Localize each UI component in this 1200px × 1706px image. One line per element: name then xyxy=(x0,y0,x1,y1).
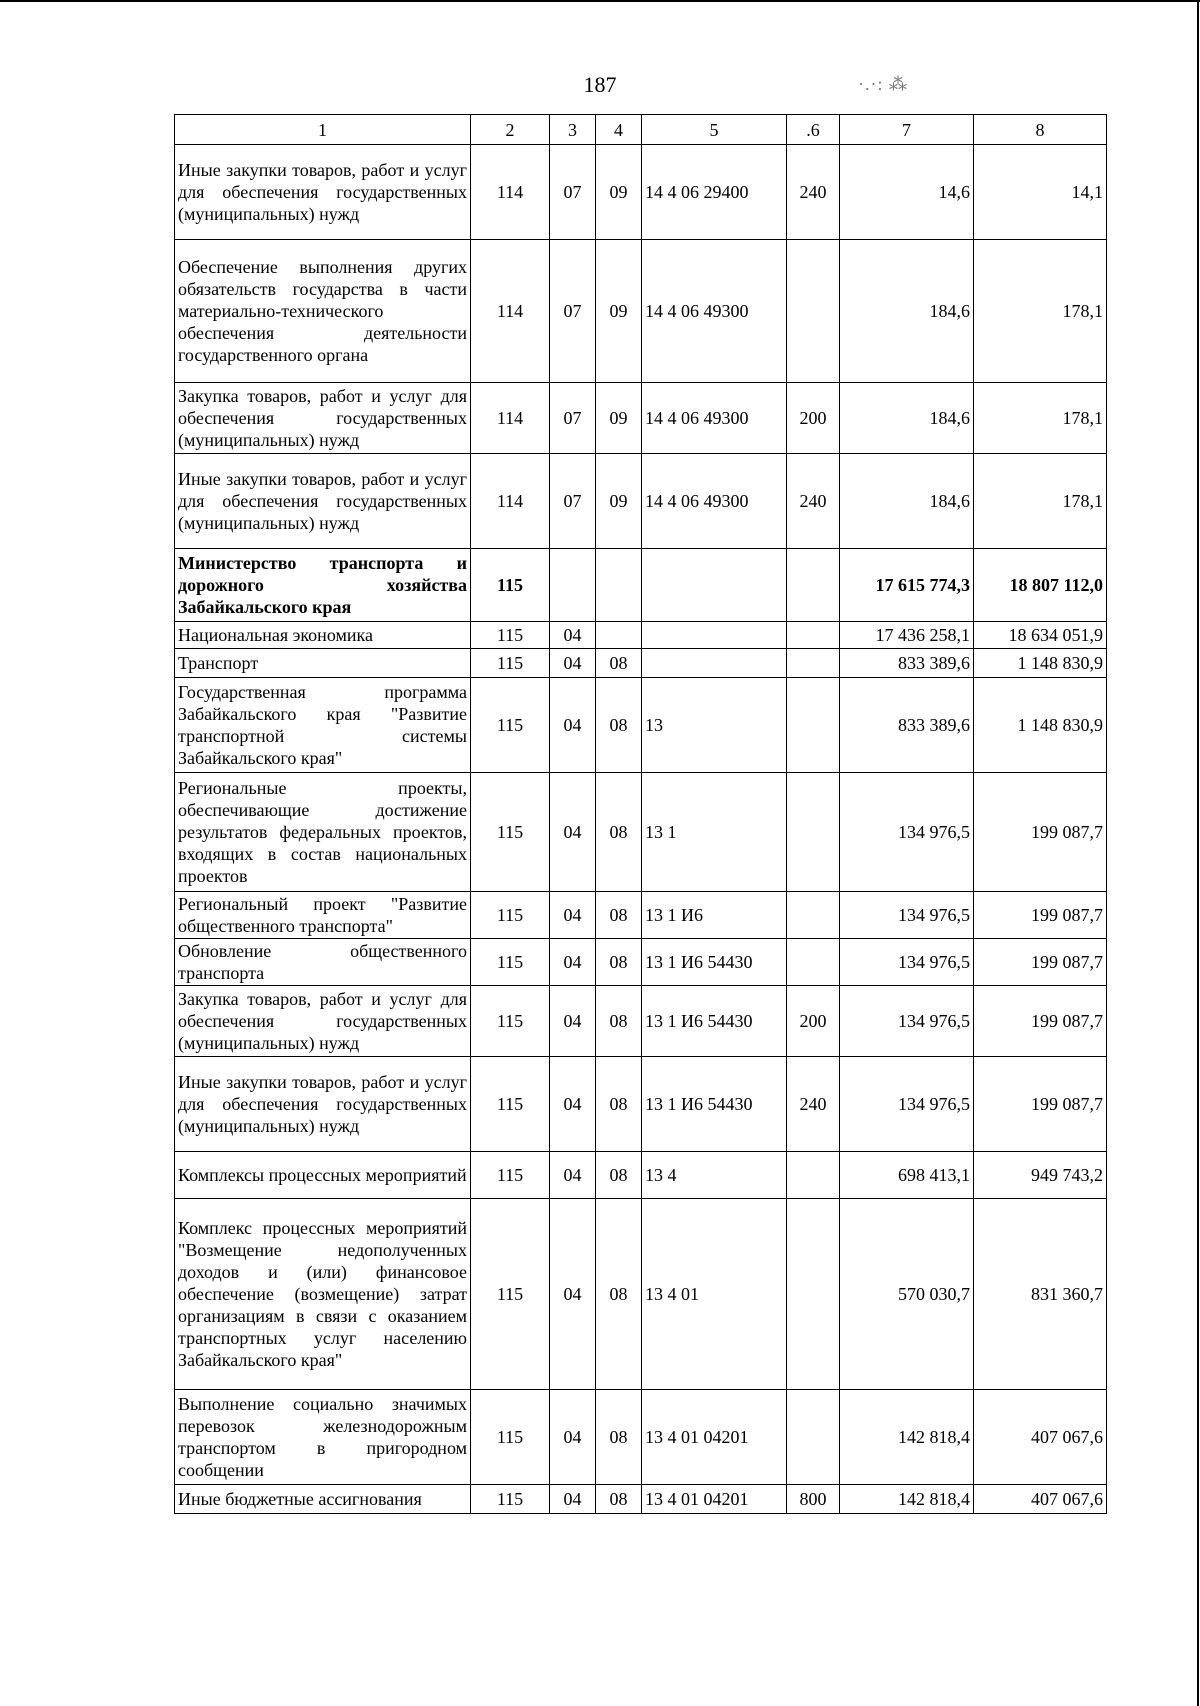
header-cell: 7 xyxy=(840,115,974,145)
subsection-code-cell: 09 xyxy=(596,240,642,383)
subsection-code-cell: 08 xyxy=(596,1057,642,1152)
ministry-code-cell: 115 xyxy=(471,649,550,678)
target-article-cell: 13 4 01 04201 xyxy=(642,1485,787,1514)
table-row xyxy=(175,1152,1107,1199)
amount-year2-cell: 18 807 112,0 xyxy=(974,549,1107,622)
item-name-cell: Обновление общественного транспорта xyxy=(175,939,471,986)
table-row xyxy=(175,649,1107,678)
amount-year1-cell: 698 413,1 xyxy=(840,1152,974,1199)
amount-year1-cell: 17 615 774,3 xyxy=(840,549,974,622)
amount-year2-cell: 407 067,6 xyxy=(974,1390,1107,1485)
ministry-code-cell: 115 xyxy=(471,549,550,622)
table-row xyxy=(175,622,1107,649)
item-name-cell: Иные закупки товаров, работ и услуг для обеспечения государственных (муниципальных) нужд xyxy=(175,145,471,240)
header-cell: 4 xyxy=(596,115,642,145)
header-cell: 8 xyxy=(974,115,1107,145)
section-code-cell: 04 xyxy=(550,1199,596,1390)
amount-year2-cell: 178,1 xyxy=(974,240,1107,383)
item-name-cell: Национальная экономика xyxy=(175,622,471,649)
expense-type-cell: 200 xyxy=(787,986,840,1057)
amount-year2-cell: 407 067,6 xyxy=(974,1485,1107,1514)
expense-type-cell xyxy=(787,773,840,892)
header-cell: 1 xyxy=(175,115,471,145)
expense-type-cell xyxy=(787,939,840,986)
expense-type-cell xyxy=(787,1152,840,1199)
section-code-cell: 04 xyxy=(550,1152,596,1199)
subsection-code-cell: 08 xyxy=(596,1390,642,1485)
target-article-cell xyxy=(642,549,787,622)
expense-type-cell xyxy=(787,649,840,678)
amount-year1-cell: 184,6 xyxy=(840,383,974,454)
table-header-row xyxy=(175,115,1107,145)
item-name-cell: Выполнение социально значимых перевозок железнодорожным транспортом в пригородном сообщении xyxy=(175,1390,471,1485)
subsection-code-cell: 08 xyxy=(596,649,642,678)
page-number: 187 xyxy=(583,72,617,97)
header-cell: .6 xyxy=(787,115,840,145)
section-code-cell: 07 xyxy=(550,454,596,549)
ministry-code-cell: 114 xyxy=(471,454,550,549)
header-cell: 5 xyxy=(642,115,787,145)
ministry-code-cell: 115 xyxy=(471,939,550,986)
target-article-cell: 14 4 06 49300 xyxy=(642,240,787,383)
table-row xyxy=(175,240,1107,383)
amount-year1-cell: 142 818,4 xyxy=(840,1485,974,1514)
item-name-cell: Министерство транспорта и дорожного хозяйства Забайкальского края xyxy=(175,549,471,622)
scan-artifact-stamp: ·.·: ⁂ xyxy=(858,74,908,94)
amount-year1-cell: 833 389,6 xyxy=(840,649,974,678)
section-code-cell: 04 xyxy=(550,678,596,773)
amount-year1-cell: 134 976,5 xyxy=(840,1057,974,1152)
expense-type-cell: 240 xyxy=(787,145,840,240)
target-article-cell: 13 1 И6 54430 xyxy=(642,1057,787,1152)
expense-type-cell: 240 xyxy=(787,1057,840,1152)
expense-type-cell: 200 xyxy=(787,383,840,454)
subsection-code-cell: 09 xyxy=(596,145,642,240)
target-article-cell: 14 4 06 49300 xyxy=(642,454,787,549)
table-row xyxy=(175,1057,1107,1152)
item-name-cell: Закупка товаров, работ и услуг для обеспечения государственных (муниципальных) нужд xyxy=(175,383,471,454)
expense-type-cell xyxy=(787,240,840,383)
section-code-cell: 04 xyxy=(550,986,596,1057)
table-row xyxy=(175,1485,1107,1514)
item-name-cell: Транспорт xyxy=(175,649,471,678)
target-article-cell: 13 4 01 xyxy=(642,1199,787,1390)
amount-year2-cell: 199 087,7 xyxy=(974,773,1107,892)
scan-edge-right xyxy=(1197,0,1199,1706)
expense-type-cell: 800 xyxy=(787,1485,840,1514)
table-row xyxy=(175,1390,1107,1485)
amount-year2-cell: 199 087,7 xyxy=(974,986,1107,1057)
item-name-cell: Региональные проекты, обеспечивающие достижение результатов федеральных проектов, входящих в состав национальных проектов xyxy=(175,773,471,892)
item-name-cell: Государственная программа Забайкальского края "Развитие транспортной системы Забайкальского края" xyxy=(175,678,471,773)
target-article-cell: 13 4 xyxy=(642,1152,787,1199)
section-code-cell: 04 xyxy=(550,1057,596,1152)
section-code-cell: 04 xyxy=(550,773,596,892)
table-row xyxy=(175,986,1107,1057)
amount-year1-cell: 184,6 xyxy=(840,240,974,383)
section-code-cell: 07 xyxy=(550,383,596,454)
target-article-cell: 13 4 01 04201 xyxy=(642,1390,787,1485)
section-code-cell: 04 xyxy=(550,892,596,939)
subsection-code-cell: 08 xyxy=(596,939,642,986)
amount-year1-cell: 833 389,6 xyxy=(840,678,974,773)
ministry-code-cell: 115 xyxy=(471,1152,550,1199)
expense-type-cell xyxy=(787,1390,840,1485)
item-name-cell: Обеспечение выполнения других обязательств государства в части материально-технического обеспечения деятельности государственного органа xyxy=(175,240,471,383)
subsection-code-cell: 08 xyxy=(596,773,642,892)
section-code-cell: 07 xyxy=(550,145,596,240)
header-cell: 2 xyxy=(471,115,550,145)
budget-table xyxy=(174,114,1107,1514)
section-code-cell xyxy=(550,549,596,622)
ministry-code-cell: 115 xyxy=(471,678,550,773)
table-row xyxy=(175,678,1107,773)
expense-type-cell xyxy=(787,549,840,622)
amount-year1-cell: 184,6 xyxy=(840,454,974,549)
subsection-code-cell: 09 xyxy=(596,454,642,549)
subsection-code-cell: 08 xyxy=(596,986,642,1057)
table-row xyxy=(175,1199,1107,1390)
table-row xyxy=(175,549,1107,622)
ministry-code-cell: 114 xyxy=(471,145,550,240)
target-article-cell: 13 1 И6 54430 xyxy=(642,939,787,986)
table-row xyxy=(175,383,1107,454)
amount-year1-cell: 134 976,5 xyxy=(840,939,974,986)
header-cell: 3 xyxy=(550,115,596,145)
table-row xyxy=(175,773,1107,892)
item-name-cell: Комплексы процессных мероприятий xyxy=(175,1152,471,1199)
target-article-cell: 13 1 xyxy=(642,773,787,892)
subsection-code-cell xyxy=(596,622,642,649)
subsection-code-cell: 08 xyxy=(596,1485,642,1514)
amount-year1-cell: 134 976,5 xyxy=(840,892,974,939)
target-article-cell: 13 1 И6 54430 xyxy=(642,986,787,1057)
subsection-code-cell: 08 xyxy=(596,678,642,773)
amount-year2-cell: 178,1 xyxy=(974,383,1107,454)
section-code-cell: 07 xyxy=(550,240,596,383)
subsection-code-cell: 08 xyxy=(596,1152,642,1199)
ministry-code-cell: 115 xyxy=(471,1199,550,1390)
ministry-code-cell: 115 xyxy=(471,1057,550,1152)
section-code-cell: 04 xyxy=(550,1390,596,1485)
ministry-code-cell: 114 xyxy=(471,383,550,454)
expense-type-cell xyxy=(787,1199,840,1390)
amount-year2-cell: 831 360,7 xyxy=(974,1199,1107,1390)
subsection-code-cell xyxy=(596,549,642,622)
table-row xyxy=(175,939,1107,986)
table-row xyxy=(175,454,1107,549)
amount-year1-cell: 134 976,5 xyxy=(840,773,974,892)
ministry-code-cell: 115 xyxy=(471,773,550,892)
amount-year2-cell: 199 087,7 xyxy=(974,892,1107,939)
amount-year1-cell: 14,6 xyxy=(840,145,974,240)
ministry-code-cell: 114 xyxy=(471,240,550,383)
item-name-cell: Иные закупки товаров, работ и услуг для обеспечения государственных (муниципальных) нужд xyxy=(175,1057,471,1152)
ministry-code-cell: 115 xyxy=(471,622,550,649)
target-article-cell: 14 4 06 49300 xyxy=(642,383,787,454)
target-article-cell: 13 xyxy=(642,678,787,773)
amount-year2-cell: 199 087,7 xyxy=(974,1057,1107,1152)
item-name-cell: Комплекс процессных мероприятий "Возмещение недополученных доходов и (или) финансовое обеспечение (возмещение) затрат организациям в связи с оказанием транспортных услуг населению Забайкальского края" xyxy=(175,1199,471,1390)
item-name-cell: Иные бюджетные ассигнования xyxy=(175,1485,471,1514)
scan-edge-top xyxy=(0,0,1200,2)
amount-year2-cell: 1 148 830,9 xyxy=(974,649,1107,678)
section-code-cell: 04 xyxy=(550,939,596,986)
ministry-code-cell: 115 xyxy=(471,1390,550,1485)
ministry-code-cell: 115 xyxy=(471,986,550,1057)
table-row xyxy=(175,892,1107,939)
subsection-code-cell: 08 xyxy=(596,1199,642,1390)
amount-year2-cell: 18 634 051,9 xyxy=(974,622,1107,649)
ministry-code-cell: 115 xyxy=(471,892,550,939)
amount-year2-cell: 199 087,7 xyxy=(974,939,1107,986)
amount-year2-cell: 949 743,2 xyxy=(974,1152,1107,1199)
item-name-cell: Закупка товаров, работ и услуг для обеспечения государственных (муниципальных) нужд xyxy=(175,986,471,1057)
expense-type-cell xyxy=(787,892,840,939)
item-name-cell: Иные закупки товаров, работ и услуг для обеспечения государственных (муниципальных) нужд xyxy=(175,454,471,549)
target-article-cell: 13 1 И6 xyxy=(642,892,787,939)
amount-year2-cell: 1 148 830,9 xyxy=(974,678,1107,773)
target-article-cell: 14 4 06 29400 xyxy=(642,145,787,240)
subsection-code-cell: 09 xyxy=(596,383,642,454)
item-name-cell: Региональный проект "Развитие общественного транспорта" xyxy=(175,892,471,939)
target-article-cell xyxy=(642,622,787,649)
amount-year2-cell: 14,1 xyxy=(974,145,1107,240)
section-code-cell: 04 xyxy=(550,1485,596,1514)
amount-year1-cell: 134 976,5 xyxy=(840,986,974,1057)
table-row xyxy=(175,145,1107,240)
expense-type-cell xyxy=(787,678,840,773)
subsection-code-cell: 08 xyxy=(596,892,642,939)
expense-type-cell xyxy=(787,622,840,649)
section-code-cell: 04 xyxy=(550,649,596,678)
amount-year2-cell: 178,1 xyxy=(974,454,1107,549)
expense-type-cell: 240 xyxy=(787,454,840,549)
ministry-code-cell: 115 xyxy=(471,1485,550,1514)
amount-year1-cell: 570 030,7 xyxy=(840,1199,974,1390)
target-article-cell xyxy=(642,649,787,678)
amount-year1-cell: 17 436 258,1 xyxy=(840,622,974,649)
amount-year1-cell: 142 818,4 xyxy=(840,1390,974,1485)
section-code-cell: 04 xyxy=(550,622,596,649)
